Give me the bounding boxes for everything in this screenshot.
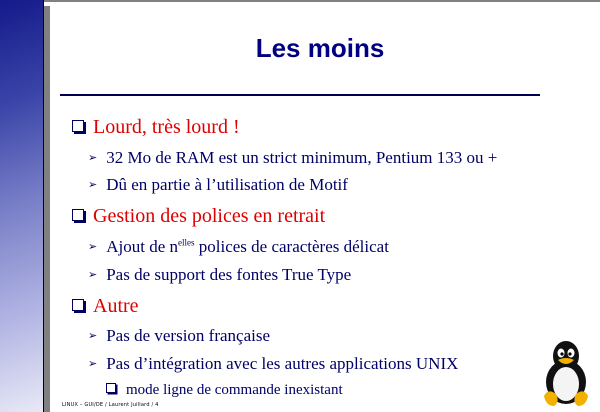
list-item-text: Ajout de n (106, 237, 178, 256)
title-rule (60, 94, 540, 96)
arrowhead-bullet-icon: ➢ (88, 240, 98, 253)
list-item-text: Pas de version française (106, 326, 271, 345)
sub-list-item (106, 382, 343, 399)
list-item-text: polices de caractères délicat (194, 237, 389, 256)
square-bullet-icon (72, 120, 84, 132)
list-item (88, 148, 497, 168)
section-heading-1 (72, 116, 240, 139)
section-heading-text: Gestion des polices en retrait (93, 205, 326, 227)
list-item (88, 175, 348, 195)
arrowhead-bullet-icon: ➢ (88, 357, 98, 370)
slide-title: Les moins (255, 33, 385, 63)
superscript: elles (178, 237, 195, 248)
arrowhead-bullet-icon: ➢ (88, 329, 98, 342)
square-bullet-icon (72, 209, 84, 221)
list-item-text: 32 Mo de RAM est un strict minimum, Pentium 133 ou + (106, 148, 498, 167)
section-heading-text: Lourd, très lourd ! (93, 116, 240, 138)
section-heading-2 (72, 205, 325, 228)
slide-shadow (44, 6, 50, 412)
list-item-text: Dû en partie à l’utilisation de Motif (106, 175, 348, 194)
sub-list-item-text: mode ligne de commande inexistant (126, 382, 343, 398)
list-item (88, 237, 389, 257)
list-item-text: Pas de support des fontes True Type (106, 265, 352, 284)
arrowhead-bullet-icon: ➢ (88, 178, 98, 191)
list-item (88, 265, 351, 285)
square-bullet-icon (72, 299, 84, 311)
list-item-text: Pas d’intégration avec les autres applications UNIX (106, 354, 459, 373)
arrowhead-bullet-icon: ➢ (88, 268, 98, 281)
tux-penguin-icon (538, 338, 594, 408)
list-item (88, 326, 270, 346)
section-heading-3 (72, 295, 139, 318)
section-heading-text: Autre (93, 295, 139, 317)
arrowhead-bullet-icon: ➢ (88, 151, 98, 164)
square-bullet-icon (106, 383, 116, 393)
list-item (88, 354, 458, 374)
top-border (44, 0, 600, 2)
slide-footer: LINUX – GUI/DE / Laurent Juillard / 4 (62, 402, 159, 408)
